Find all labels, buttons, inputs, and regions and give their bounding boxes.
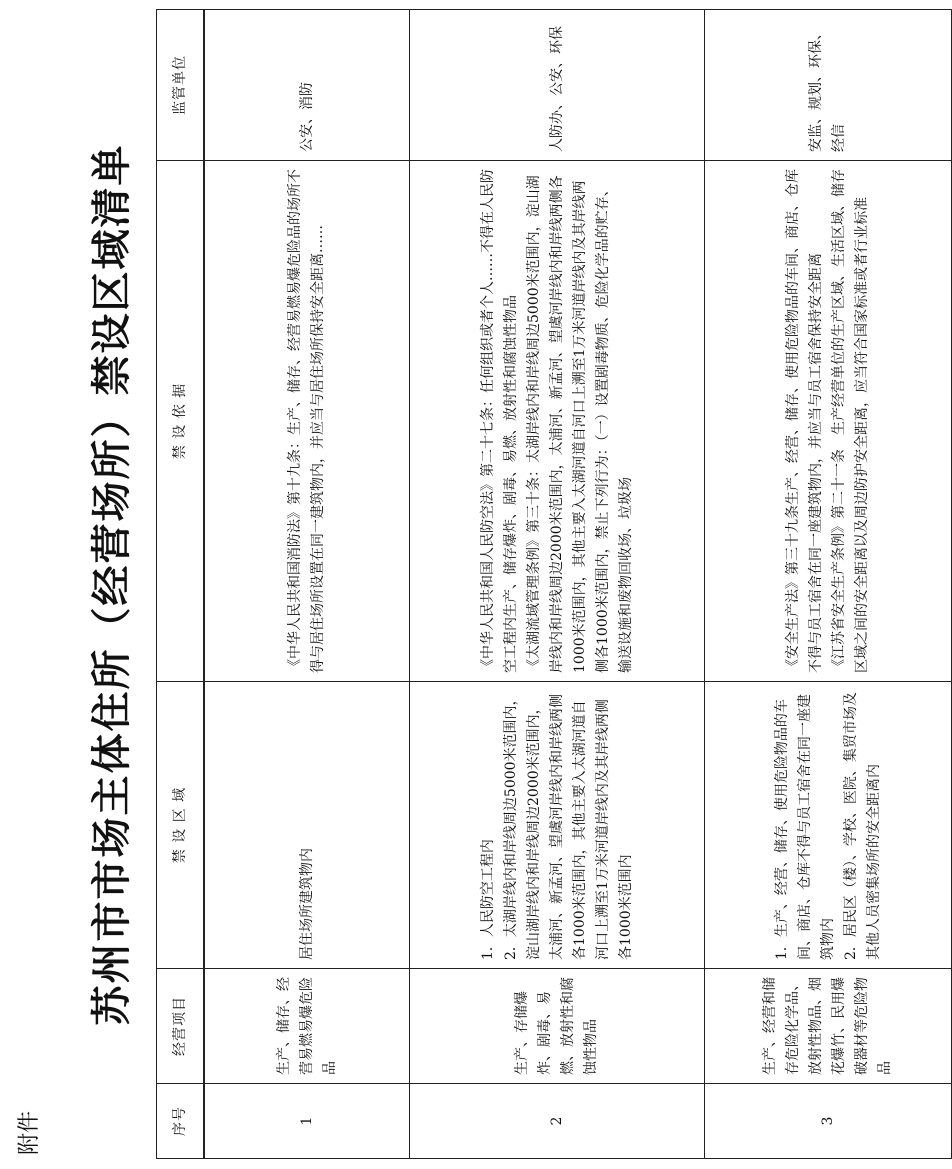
page-title: 苏州市市场主体住所（经营场所）禁设区域清单 (89, 143, 135, 1026)
header-area: 禁 设 区 域 (157, 682, 205, 969)
prohibited-areas-table (156, 9, 952, 1159)
area-text: 2．居民区（楼）、学校、医院、集贸市场及其他人员密集场所的安全距离内 (842, 692, 882, 960)
table-row (410, 10, 705, 1159)
area-text: 2．太湖岸线内和岸线周边5000米范围内，淀山湖岸线内和岸线周边2000米范围内，太浦河、新孟河、望虞河岸线内和岸线两侧各1000米范围内，其他主要入太湖河道自河口上溯至1万米河道岸线内及其岸线两侧各1000米范围内 (502, 691, 634, 960)
legal-basis (410, 161, 705, 682)
basis-text: 《安全生产法》第三十九条生产、经营、储存、使用危险物品的车间、商店、仓库不得与员工宿舍在同一座建筑物内，并应当与员工宿舍保持安全距离 (785, 169, 824, 673)
supervising-authority: 公安、消防 (204, 10, 410, 161)
supervising-authority: 人防办、公安、环保 (410, 10, 705, 161)
table-row (705, 10, 952, 1159)
area-text: 1．生产、经营、储存、使用危险物品的车间、商店、仓库不得与员工宿舍在同一座建筑物内 (773, 694, 836, 960)
business-item: 生产、经营和储存危险化学品、放射性物品、烟花爆竹、民用爆破器材等危险物品 (705, 969, 952, 1084)
area-text: 1．人民防空工程内 (479, 839, 496, 960)
row-number: 1 (204, 1084, 410, 1159)
table-header-row (157, 10, 205, 1159)
table-row (204, 10, 410, 1159)
row-number: 3 (705, 1084, 952, 1159)
header-basis: 禁 设 依 据 (157, 161, 205, 682)
legal-basis (204, 161, 410, 682)
basis-text: 《中华人民共和国人民防空法》第二十七条：任何组织或者个人……不得在人民防空工程内生产、储存爆炸、剧毒、易燃、放射性和腐蚀性物品 (479, 169, 519, 673)
row-number: 2 (410, 1084, 705, 1159)
header-authority: 监管单位 (157, 10, 205, 161)
header-item: 经营项目 (157, 969, 205, 1084)
area-text: 居住场所建筑物内 (298, 848, 315, 960)
business-item: 生产、储存、经营易燃易爆危险品 (204, 969, 410, 1084)
legal-basis (705, 161, 952, 682)
attachment-label: 附件 (17, 1110, 42, 1155)
basis-text: 《江苏省安全生产条例》第二十一条 生产经营单位的生产区域、生活区域、储存区域之间的安全距离以及周边防护安全距离，应当符合国家标准或者行业标准 (831, 169, 870, 673)
basis-text: 《中华人民共和国消防法》第十九条：生产、储存、经营易燃易爆危险品的场所不得与居住场所设置在同一建筑物内，并应当与居住场所保持安全距离…… (287, 169, 326, 673)
prohibited-area (204, 682, 410, 969)
business-item: 生产、存储爆炸、剧毒、易燃、放射性和腐蚀性物品 (410, 969, 705, 1084)
prohibited-area (705, 682, 952, 969)
basis-text: 《太湖流域管理条例》第三十条：太湖岸线内和岸线周边5000米范围内，淀山湖岸线内和岸线周边2000米范围内，太浦河、新孟河、望虞河岸线内和岸线两侧各1000米范围内，其他主要入太湖河道自河口上溯至1万米河道岸线内及其岸线两侧各1000米范围内，禁止下列行为：（一）设置剧毒物质、危险化学品的贮存、输送设施和废物回收场、垃圾场 (525, 175, 634, 673)
header-no: 序号 (157, 1084, 205, 1159)
supervising-authority: 安监、规划、环保、经信 (705, 10, 952, 161)
prohibited-area (410, 682, 705, 969)
